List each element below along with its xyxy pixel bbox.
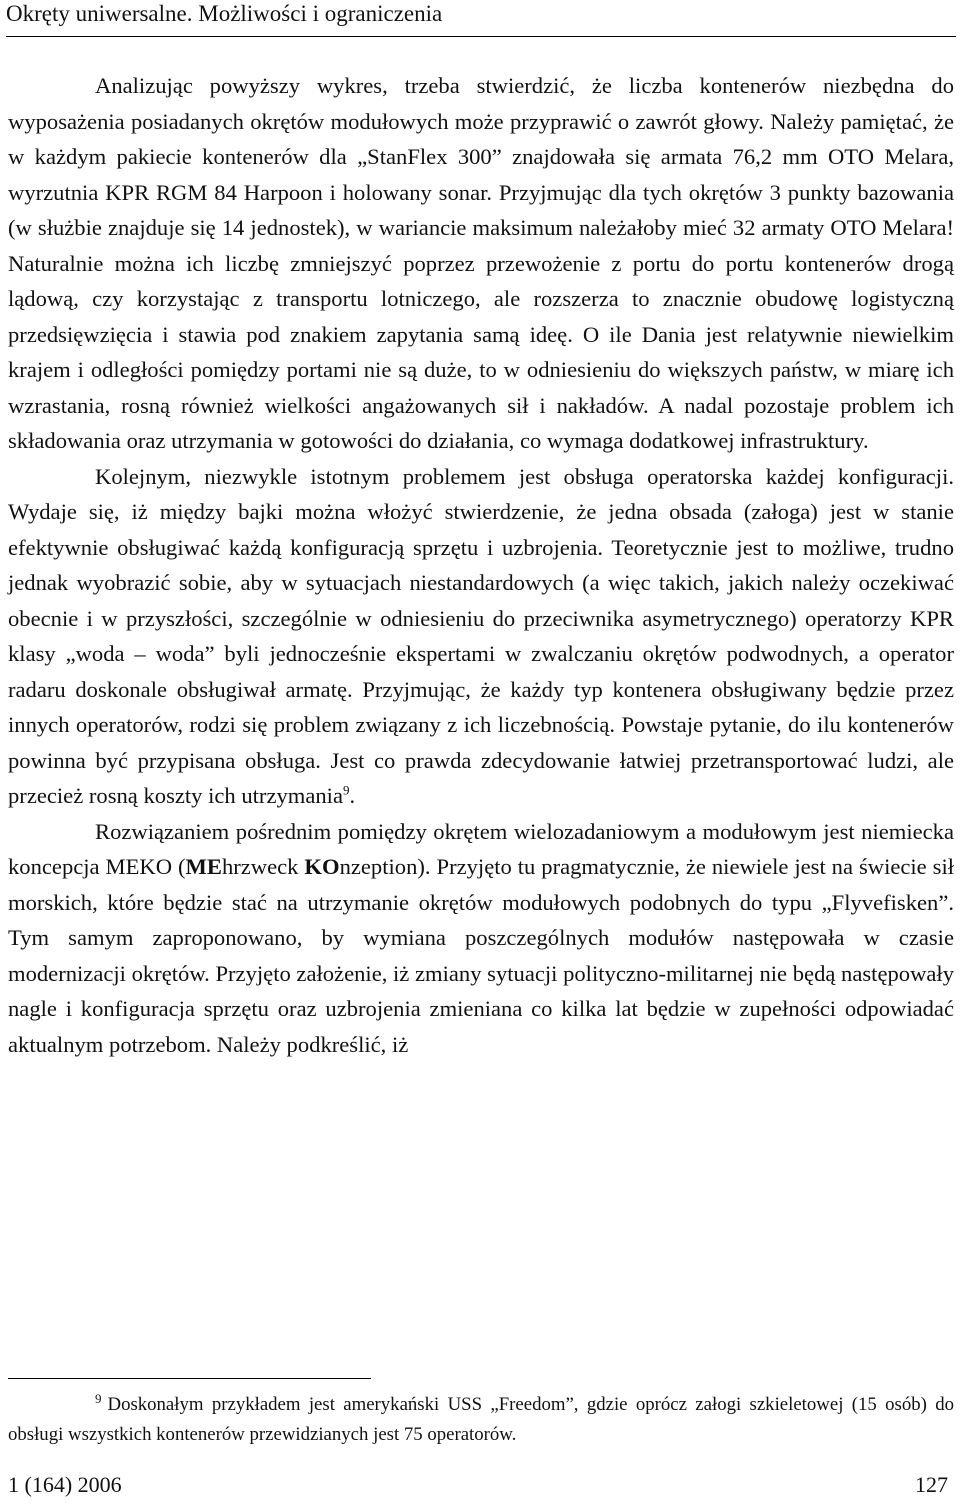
paragraph-2 bbox=[8, 459, 954, 814]
running-header bbox=[6, 0, 956, 37]
paragraph-3-part-a: Rozwiązaniem pośrednim pomiędzy okrętem wielozadaniowym a modułowym jest niemiecka koncepcja MEKO ( bbox=[8, 818, 954, 879]
paragraph-3-part-c: nzeption). Przyjęto tu pragmatycznie, że niewiele jest na świecie sił morskich, które będzie stać na utrzymanie okrętów modułowych podobnych do typu „Flyvefisken”. Tym samym zaproponowano, by wymiana poszczególnych modułów następowała w czasie modernizacji okrętów. Przyjęto założenie, iż zmiany sytuacji polityczno-militarnej nie będą następowały nagle i konfiguracja sprzętu oraz uzbrojenia zmieniana co kilka lat będzie w zupełności odpowiadać aktualnym potrzebom. Należy podkreślić, iż bbox=[8, 854, 955, 1057]
paragraph-3 bbox=[8, 814, 954, 1063]
paragraph-3-part-b: hrzweck bbox=[221, 854, 305, 879]
meko-me-bold: ME bbox=[185, 854, 222, 879]
footnote-reference[interactable]: 9 bbox=[343, 782, 350, 798]
footnote bbox=[8, 1390, 954, 1450]
paragraph-2-text: Kolejnym, niezwykle istotnym problemem jest obsługa operatorska każdej konfiguracji. Wydaje się, iż między bajki można włożyć stwierdzenie, że jedna obsada (załoga) jest w stanie efektywnie obsługiwać każdą konfiguracją sprzętu i uzbrojenia. Teoretycznie jest to możliwe, trudno jednak wyobrazić sobie, aby w sytuacjach niestandardowych (a więc takich, jakich należy oczekiwać obecnie i w przyszłości, szczególnie w odniesieniu do przeciwnika asymetrycznego) operatorzy KPR klasy „woda – woda” byli jednocześnie ekspertami w zwalczaniu okrętów podwodnych, a operator radaru doskonale obsługiwał armatę. Przyjmując, że każdy typ kontenera obsługiwany będzie przez innych operatorów, rodzi się problem związany z ich liczebnością. Powstaje pytanie, do ilu kontenerów powinna być przypisana obsługa. Jest co prawda zdecydowanie łatwiej przetransportować ludzi, ale przecież rosną koszty ich utrzymania bbox=[8, 463, 954, 808]
footnote-number: 9 bbox=[95, 1390, 102, 1406]
issue-label: 1 (164) 2006 bbox=[8, 1472, 122, 1497]
footnote-text: Doskonałym przykładem jest amerykański USS „Freedom”, gdzie oprócz załogi szkieletowej (15 osób) do obsługi wszystkich kontenerów przewidzianych jest 75 operatorów. bbox=[8, 1394, 954, 1445]
footnote-divider bbox=[8, 1378, 371, 1379]
page-number: 127 bbox=[915, 1472, 948, 1497]
paragraph-2-end: . bbox=[349, 783, 356, 808]
paragraph-1: Analizując powyższy wykres, trzeba stwierdzić, że liczba kontenerów niezbędna do wyposażenia posiadanych okrętów modułowych może przyprawić o zawrót głowy. Należy pamiętać, że w każdym pakiecie kontenerów dla „StanFlex 300” znajdowała się armata 76,2 mm OTO Melara, wyrzutnia KPR RGM 84 Harpoon i holowany sonar. Przyjmując dla tych okrętów 3 punkty bazowania (w służbie znajduje się 14 jednostek), w wariancie maksimum należałoby mieć 32 armaty OTO Melara! Naturalnie można ich liczbę zmniejszyć poprzez przewożenie z portu do portu kontenerów drogą lądową, czy korzystając z transportu lotniczego, ale rozszerza to znacznie obudowę logistyczną przedsięwzięcia i stawia pod znakiem zapytania samą ideę. O ile Dania jest relatywnie niewielkim krajem i odległości pomiędzy portami nie są duże, to w odniesieniu do większych państw, w miarę ich wzrastania, rosną również wielkości angażowanych sił i nakładów. A nadal pozostaje problem ich składowania oraz utrzymania w gotowości do działania, co wymaga dodatkowej infrastruktury. bbox=[8, 73, 954, 453]
running-title: Okręty uniwersalne. Możliwości i ograniczenia bbox=[6, 1, 443, 26]
main-text bbox=[8, 68, 954, 1062]
meko-ko-bold: KO bbox=[304, 854, 340, 879]
